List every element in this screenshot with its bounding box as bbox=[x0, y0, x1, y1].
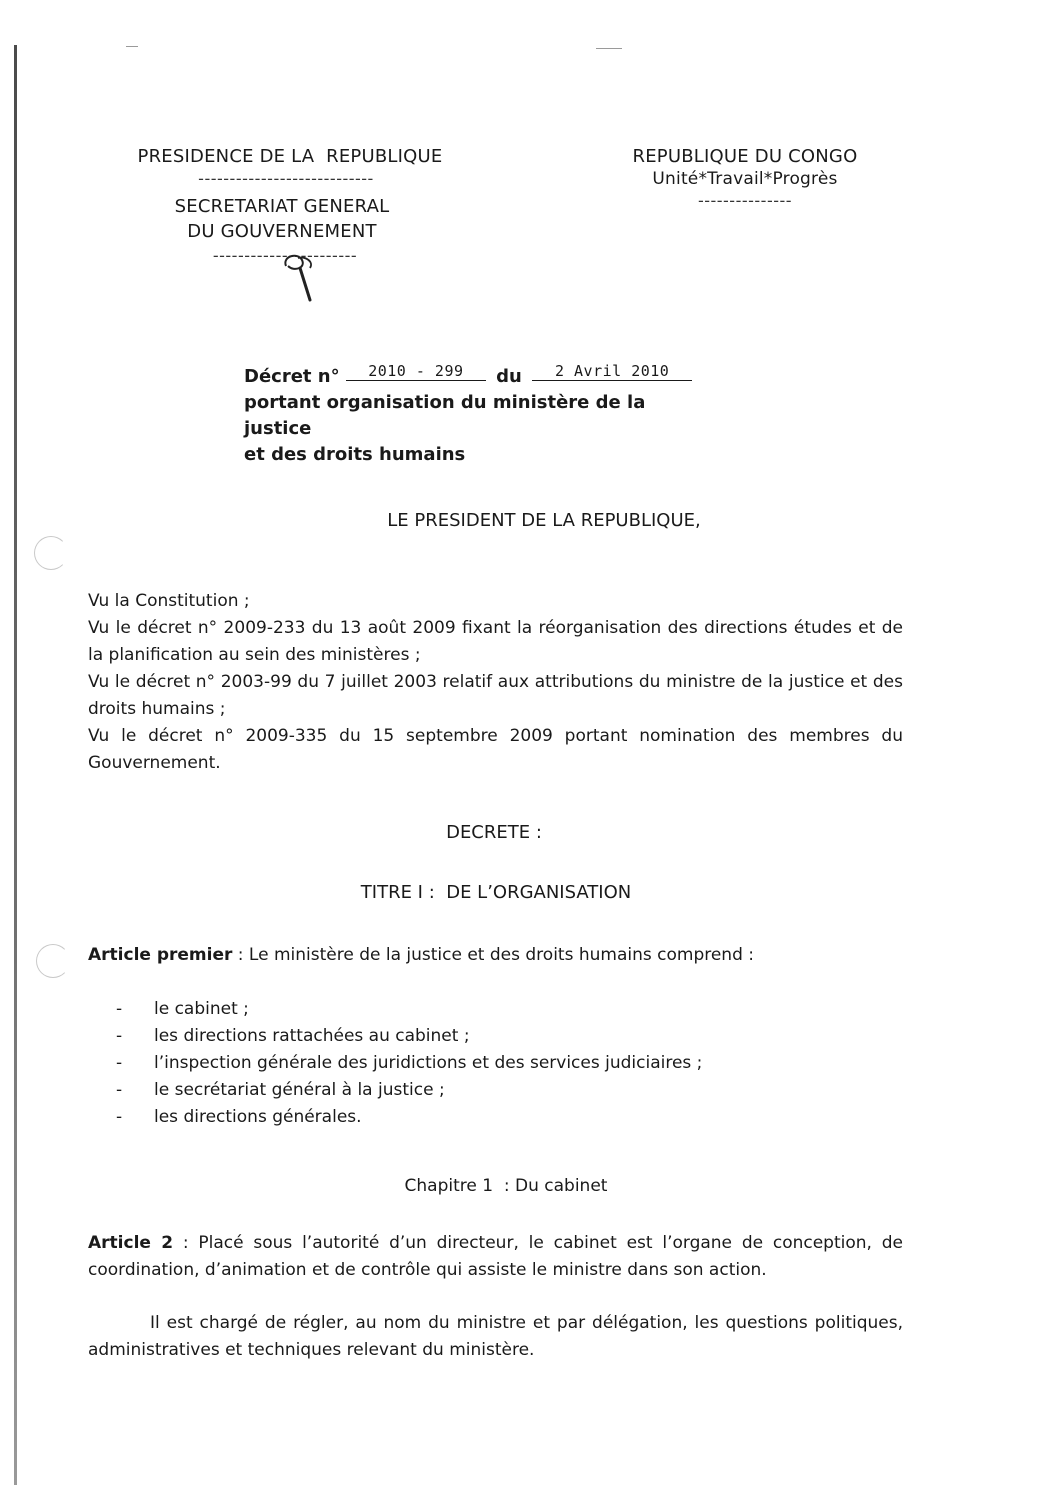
header-left-separator-1: ---------------------------- bbox=[198, 169, 374, 188]
organisation-list bbox=[116, 996, 702, 1131]
presidence-title: PRESIDENCE DE LA REPUBLIQUE bbox=[137, 146, 443, 167]
republic-title: REPUBLIQUE DU CONGO bbox=[632, 146, 858, 167]
list-dash: - bbox=[116, 1107, 123, 1127]
header-left-separator-2: ----------------------- bbox=[212, 246, 358, 265]
decree-subject-line-1: portant organisation du ministère de la justice bbox=[244, 392, 646, 439]
list-dash: - bbox=[116, 999, 123, 1019]
article-2-paragraph-2: Il est chargé de régler, au nom du ministre et par délégation, les questions politiques, administratives et techniques relevant du ministère. bbox=[88, 1313, 903, 1360]
decree-date: 2 Avril 2010 bbox=[532, 362, 692, 381]
president-heading: LE PRESIDENT DE LA REPUBLIQUE, bbox=[387, 510, 701, 531]
article-2-label: Article 2 bbox=[88, 1233, 174, 1253]
article-premier-label: Article premier bbox=[88, 945, 233, 965]
decree-subject-line-2: et des droits humains bbox=[244, 444, 466, 465]
decree-du: du bbox=[496, 366, 522, 387]
list-item-text: les directions générales. bbox=[154, 1107, 362, 1127]
list-dash: - bbox=[116, 1080, 123, 1100]
list-dash: - bbox=[116, 1026, 123, 1046]
scan-edge bbox=[14, 45, 17, 1485]
list-item-text: l’inspection générale des juridictions et des services judiciaires ; bbox=[154, 1053, 703, 1073]
visa-3: Vu le décret n° 2003-99 du 7 juillet 2003 relatif aux attributions du ministre de la justice et des droits humains ; bbox=[88, 672, 903, 719]
initials-mark-icon bbox=[280, 248, 320, 308]
list-dash: - bbox=[116, 1053, 123, 1073]
header-right-separator: --------------- bbox=[697, 191, 793, 210]
decree-number-line bbox=[244, 364, 704, 390]
visa-2: Vu le décret n° 2009-233 du 13 août 2009 fixant la réorganisation des directions études et de la planification au sein des ministères ; bbox=[88, 618, 903, 665]
punch-hole-top bbox=[34, 536, 68, 570]
titre-heading: TITRE I : DE L’ORGANISATION bbox=[360, 882, 632, 903]
visa-4: Vu le décret n° 2009-335 du 15 septembre 2009 portant nomination des membres du Gouvernement. bbox=[88, 726, 903, 773]
punch-hole-middle bbox=[36, 944, 70, 978]
scan-speck bbox=[126, 46, 138, 47]
article-premier-text: : Le ministère de la justice et des droits humains comprend : bbox=[232, 945, 755, 965]
list-item bbox=[116, 1050, 702, 1077]
list-item bbox=[116, 1104, 702, 1131]
gouvernement-title: DU GOUVERNEMENT bbox=[187, 221, 377, 242]
list-item bbox=[116, 996, 702, 1023]
list-item bbox=[116, 1023, 702, 1050]
article-2-text: : Placé sous l’autorité d’un directeur, le cabinet est l’organe de conception, de coordination, d’animation et de contrôle qui assiste le ministre dans son action. bbox=[88, 1233, 903, 1280]
decree-number: 2010 - 299 bbox=[346, 362, 486, 381]
list-item-text: les directions rattachées au cabinet ; bbox=[154, 1026, 470, 1046]
decree-title bbox=[244, 364, 704, 468]
chapitre-heading: Chapitre 1 : Du cabinet bbox=[404, 1176, 608, 1196]
decree-prefix: Décret n° bbox=[244, 366, 340, 387]
decrete-heading: DECRETE : bbox=[446, 822, 542, 843]
header-right bbox=[600, 146, 890, 210]
article-premier bbox=[88, 942, 903, 969]
secretariat-title: SECRETARIAT GENERAL bbox=[174, 196, 390, 217]
visa-1: Vu la Constitution ; bbox=[88, 591, 250, 611]
article-2 bbox=[88, 1230, 903, 1284]
list-item-text: le cabinet ; bbox=[154, 999, 249, 1019]
scan-speck bbox=[596, 48, 622, 49]
list-item-text: le secrétariat général à la justice ; bbox=[154, 1080, 445, 1100]
national-motto: Unité*Travail*Progrès bbox=[652, 169, 838, 189]
list-item bbox=[116, 1077, 702, 1104]
